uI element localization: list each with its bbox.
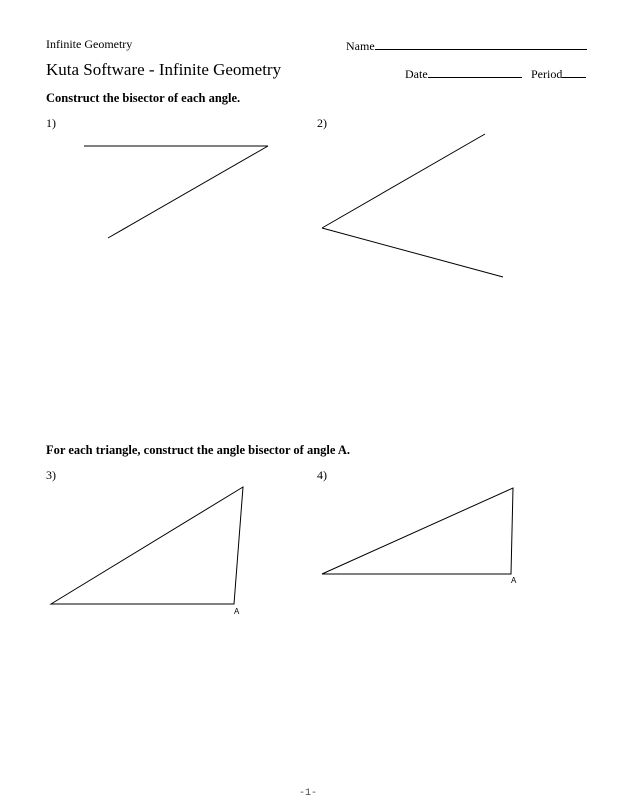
problem-4-triangle [322,488,517,585]
problem-1-number: 1) [46,116,56,130]
period-label: Period [531,67,563,81]
course-name: Infinite Geometry [46,37,133,51]
section-1-instruction: Construct the bisector of each angle. [46,91,241,105]
problem-2-number: 2) [317,116,327,130]
problem-2-angle [322,134,503,277]
problem-1-angle [84,146,268,238]
problem-3-triangle-shape [51,487,243,604]
problem-4-number: 4) [317,468,327,482]
problem-4-triangle-shape [322,488,513,574]
worksheet-title: Kuta Software - Infinite Geometry [46,60,282,79]
section-2-instruction: For each triangle, construct the angle bisector of angle A. [46,443,351,457]
problem-3-vertex-label: A [234,607,240,616]
problem-1-ray-lower [108,146,268,238]
date-label: Date [405,67,428,81]
problem-4-vertex-label: A [511,576,517,585]
problem-2-ray-lower [322,228,503,277]
problem-3-triangle [51,487,243,616]
page-number: -1- [299,788,318,799]
problem-3-number: 3) [46,468,56,482]
name-label: Name [346,39,375,53]
problem-2-ray-upper [322,134,485,228]
